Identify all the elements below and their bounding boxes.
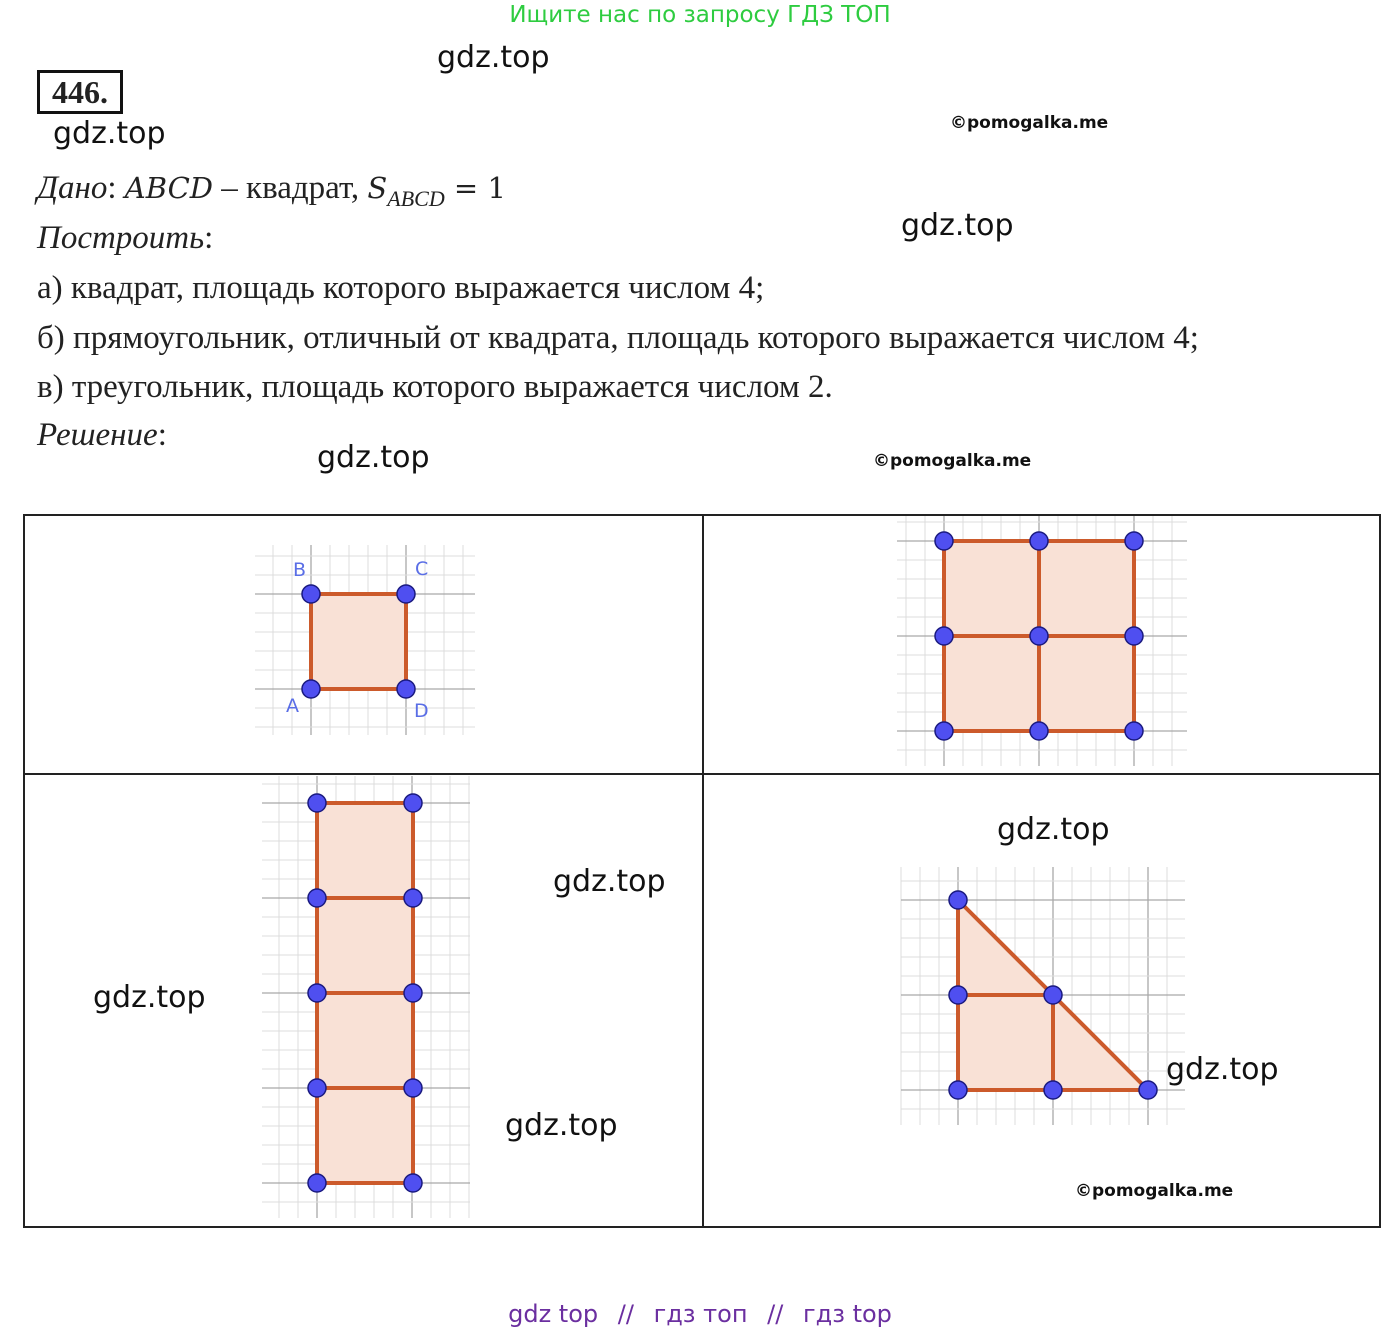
figure-square-area-4 — [897, 516, 1187, 766]
vertex[interactable] — [308, 984, 326, 1002]
watermark-gdz: gdz.top — [901, 208, 1014, 243]
label-d: D — [414, 700, 429, 722]
vertex-b[interactable] — [302, 585, 320, 603]
watermark-gdz: gdz.top — [553, 864, 666, 899]
footer-link-gdz-top-mixed[interactable]: гдз top — [802, 1300, 892, 1328]
vertex[interactable] — [1044, 1081, 1062, 1099]
footer-links — [0, 1300, 1400, 1328]
table-divider-horizontal — [25, 773, 1379, 775]
label-a: A — [286, 695, 299, 717]
vertex[interactable] — [1125, 532, 1143, 550]
vertex[interactable] — [935, 722, 953, 740]
footer-separator: // — [767, 1300, 784, 1328]
vertex-a[interactable] — [302, 680, 320, 698]
vertex[interactable] — [949, 1081, 967, 1099]
footer-link-gdz-top[interactable]: gdz top — [508, 1300, 599, 1328]
vertex[interactable] — [404, 1079, 422, 1097]
given-line — [37, 170, 506, 212]
watermark-gdz: gdz.top — [317, 440, 430, 475]
given-label: Дано — [37, 170, 108, 206]
vertex[interactable] — [935, 532, 953, 550]
solution-line — [37, 417, 167, 454]
vertex-c[interactable] — [397, 585, 415, 603]
solution-label: Решение — [37, 417, 158, 453]
watermark-pomogalka: ©pomogalka.me — [873, 451, 1032, 471]
watermark-gdz: gdz.top — [53, 116, 166, 151]
table-divider-vertical — [702, 516, 704, 1226]
item-c: в) треугольник, площадь которого выражается числом 2. — [37, 369, 833, 405]
area-symbol: S — [367, 171, 388, 205]
footer-link-gdz-top-ru[interactable]: гдз топ — [653, 1300, 748, 1328]
footer-separator: // — [617, 1300, 634, 1328]
vertex[interactable] — [308, 1079, 326, 1097]
watermark-gdz: gdz.top — [437, 40, 550, 75]
construct-colon: : — [204, 220, 214, 256]
problem-number: 446. — [37, 70, 123, 114]
watermark-pomogalka: ©pomogalka.me — [1075, 1181, 1234, 1201]
vertex[interactable] — [1125, 722, 1143, 740]
vertex[interactable] — [949, 986, 967, 1004]
given-figure: ABCD — [124, 171, 214, 205]
vertex[interactable] — [1139, 1081, 1157, 1099]
top-banner[interactable]: Ищите нас по запросу ГДЗ ТОП — [509, 2, 891, 28]
vertex[interactable] — [1044, 986, 1062, 1004]
construct-line — [37, 220, 213, 257]
vertex[interactable] — [1030, 627, 1048, 645]
area-subscript: ABCD — [387, 186, 445, 211]
given-colon: : — [107, 170, 117, 206]
watermark-gdz: gdz.top — [997, 812, 1110, 847]
watermark-gdz: gdz.top — [93, 980, 206, 1015]
vertex[interactable] — [1030, 532, 1048, 550]
figure-rectangle-area-4 — [262, 776, 470, 1218]
figure-triangle-area-2 — [901, 867, 1185, 1125]
vertex[interactable] — [308, 889, 326, 907]
given-dash-text: – квадрат, — [213, 170, 368, 206]
vertex-d[interactable] — [397, 680, 415, 698]
solution-colon: : — [157, 417, 167, 453]
vertex[interactable] — [1030, 722, 1048, 740]
label-c: C — [415, 558, 429, 580]
watermark-gdz: gdz.top — [505, 1108, 618, 1143]
vertex[interactable] — [308, 794, 326, 812]
vertex[interactable] — [404, 794, 422, 812]
area-equals: = 1 — [444, 171, 506, 205]
item-b: б) прямоугольник, отличный от квадрата, площадь которого выражается числом 4; — [37, 320, 1199, 356]
figure-unit-square — [255, 545, 475, 735]
vertex[interactable] — [404, 889, 422, 907]
item-a: а) квадрат, площадь которого выражается числом 4; — [37, 270, 765, 306]
vertex[interactable] — [1125, 627, 1143, 645]
figure-fill — [311, 594, 406, 689]
vertex[interactable] — [935, 627, 953, 645]
vertex[interactable] — [404, 984, 422, 1002]
vertex[interactable] — [404, 1174, 422, 1192]
watermark-gdz: gdz.top — [1166, 1052, 1279, 1087]
vertex[interactable] — [949, 891, 967, 909]
construct-label: Построить — [37, 220, 205, 256]
label-b: B — [293, 559, 307, 581]
watermark-pomogalka: ©pomogalka.me — [950, 113, 1109, 133]
vertex[interactable] — [308, 1174, 326, 1192]
